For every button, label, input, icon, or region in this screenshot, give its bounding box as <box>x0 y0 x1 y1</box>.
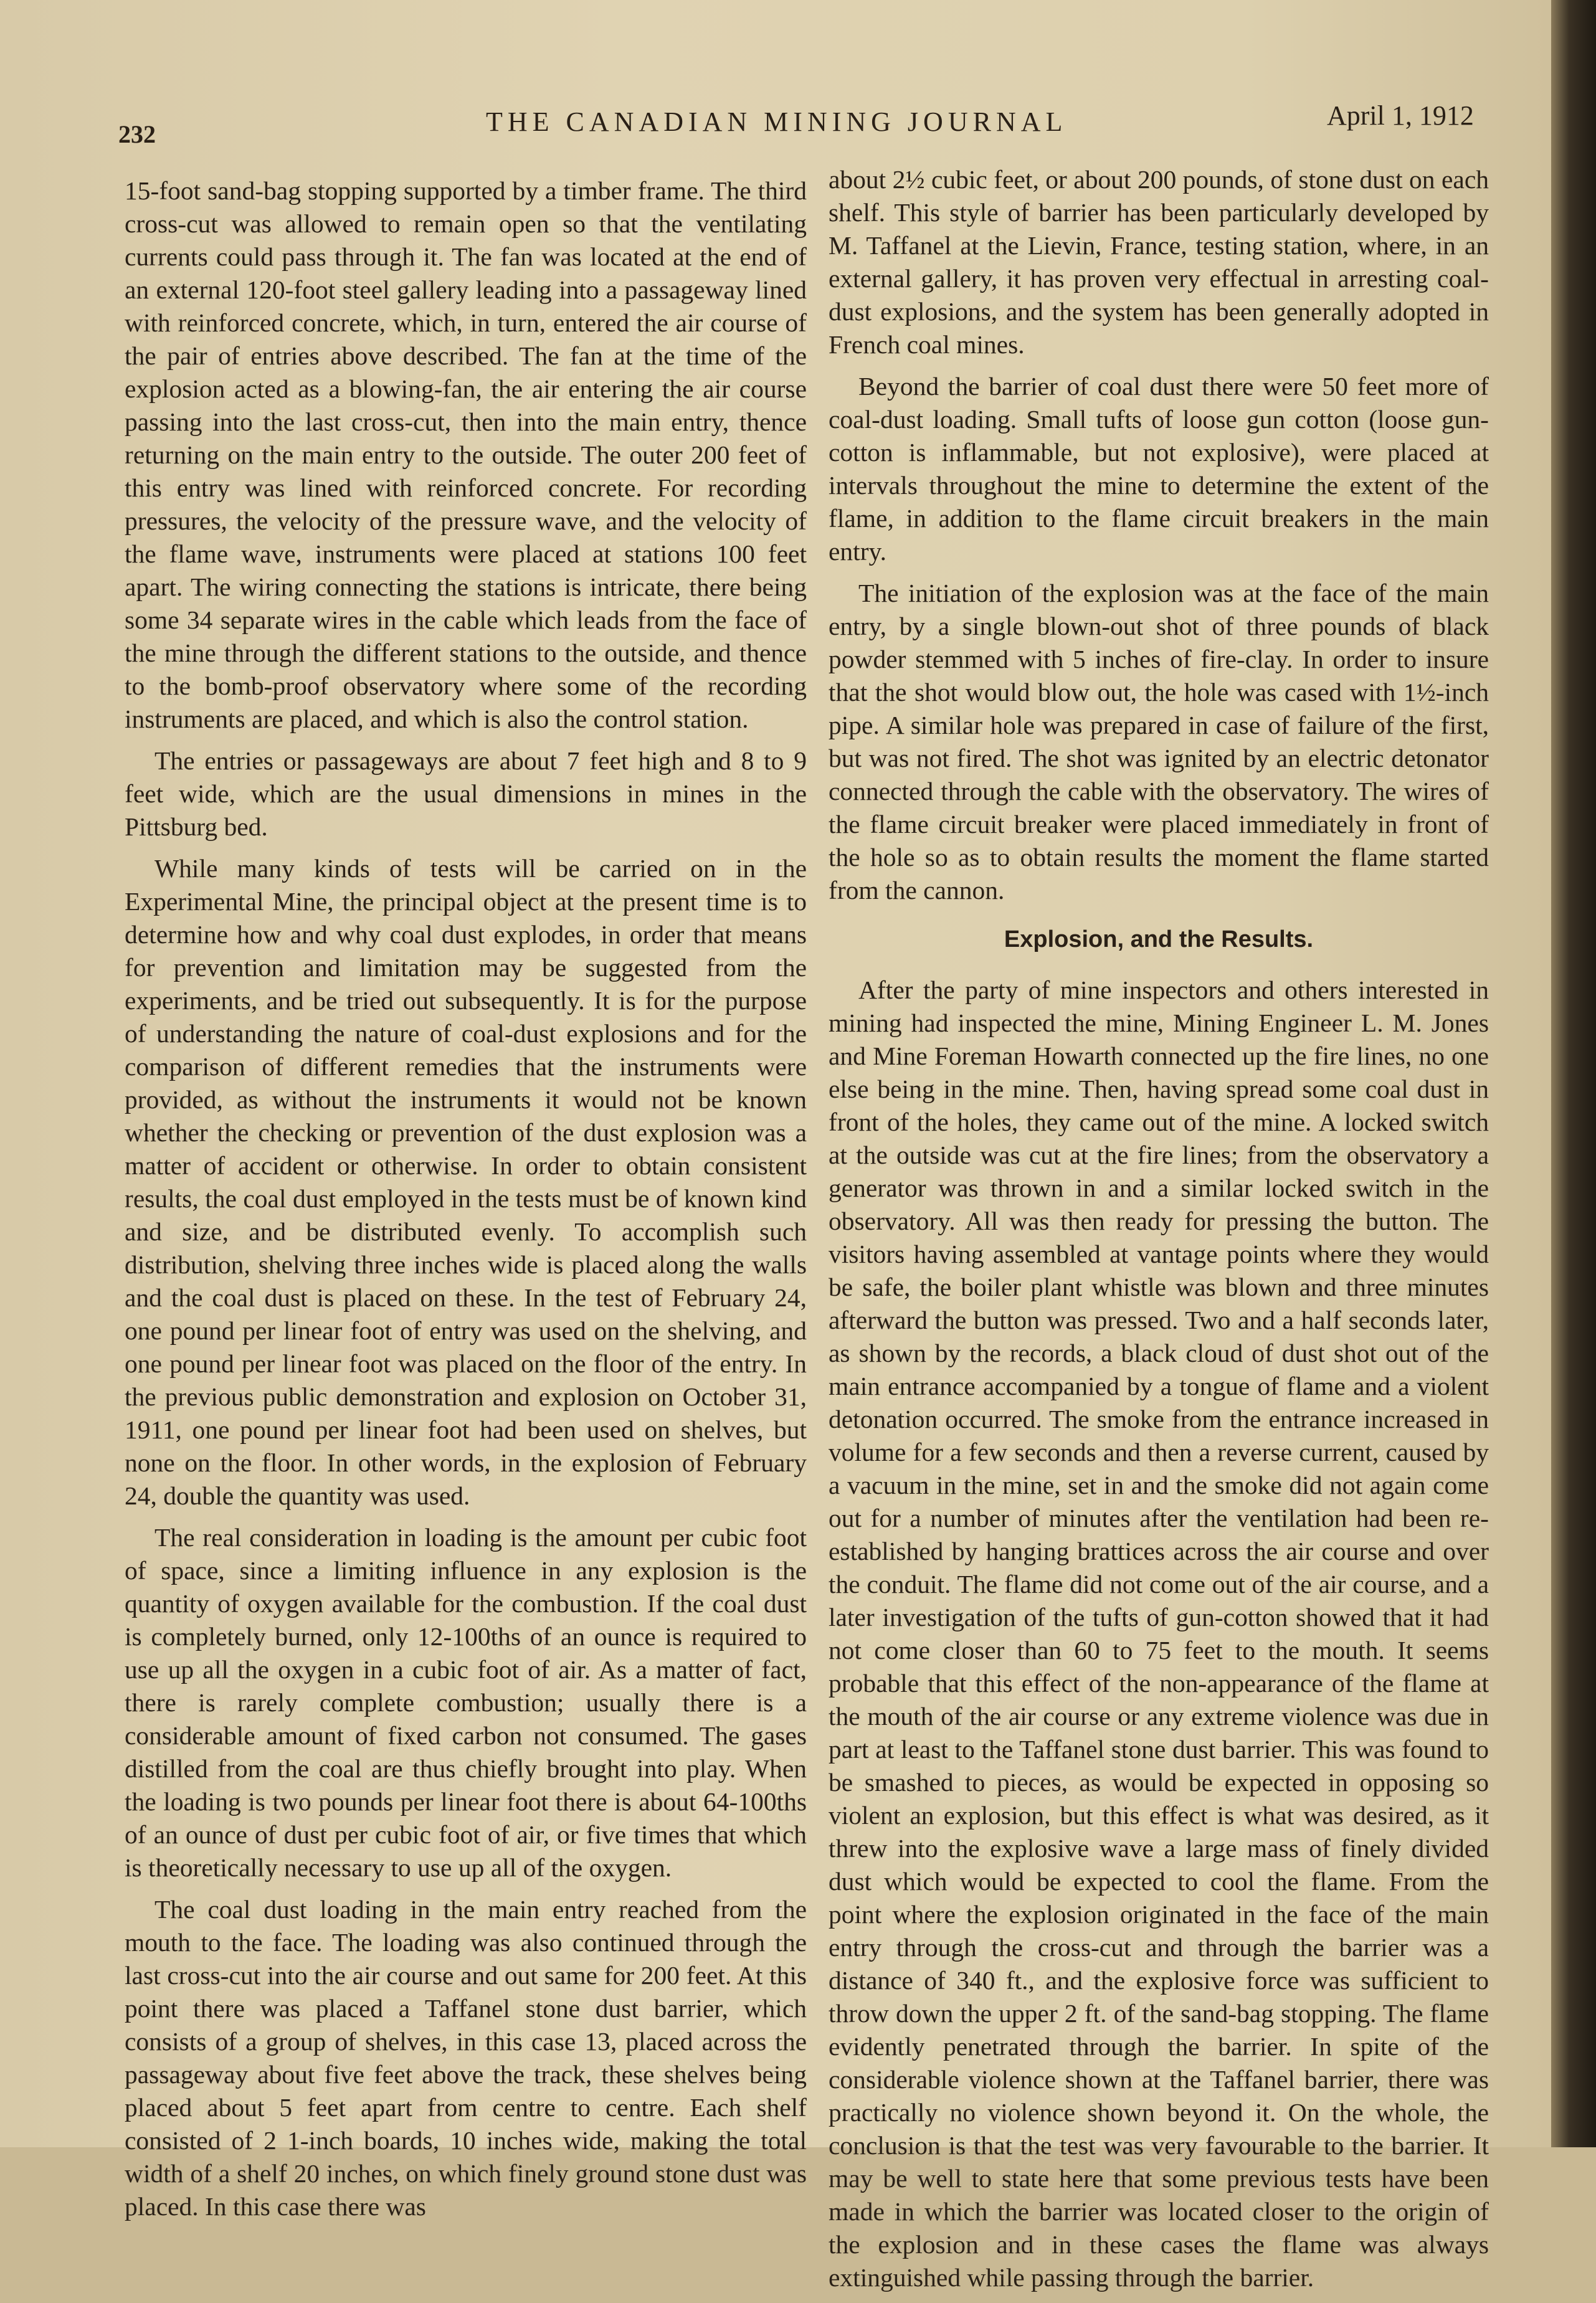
section-heading: Explosion, and the Results. <box>1004 926 1314 952</box>
paragraph: The real consideration in loading is the amount per cubic foot of space, since a limiting influence in any explosion is the quantity of oxygen available for the combustion. If the coal dust is completely burned, only 12-100ths of an ounce is required to use up all the oxygen in a cubic foot of air. As a matter of fact, there is rarely complete combustion; usually there is a considerable amount of fixed carbon not consumed. The gases distilled from the coal are thus chiefly brought into play. When the loading is two pounds per linear foot there is about 64-100ths of an ounce of dust per cubic foot of air, or five times that which is theoretically necessary to use up all of the oxygen. <box>125 1523 807 1882</box>
right-column <box>829 163 1489 2303</box>
paragraph: The initiation of the explosion was at the face of the main entry, by a single blown-out shot of three pounds of black powder stemmed with 5 inches of fire-clay. In order to insure that the shot would blow out, the hole was cased with 1½-inch pipe. A similar hole was prepared in case of failure of the first, but was not fired. The shot was ignited by an electric detonator connected through the cable with the observatory. The wires of the flame circuit breaker were placed immediately in front of the hole so as to obtain results the moment the flame started from the cannon. <box>829 579 1489 905</box>
paragraph: Beyond the barrier of coal dust there were 50 feet more of coal-dust loading. Small tufts of loose gun cotton (loose gun-cotton is inflammable, but not explosive), were placed at intervals throughout the mine to determine the extent of the flame, in addition to the flame circuit breakers in the main entry. <box>829 372 1489 566</box>
journal-title: THE CANADIAN MINING JOURNAL <box>486 107 1068 137</box>
paragraph: The coal dust loading in the main entry reached from the mouth to the face. The loading was also continued through the last cross-cut into the air course and out same for 200 feet. At this point there was placed a Taffanel stone dust barrier, which consists of a group of shelves, in this case 13, placed across the passageway about five feet above the track, these shelves being placed about 5 feet apart from centre to centre. Each shelf consisted of 2 1-inch boards, 10 inches wide, making the total width of a shelf 20 inches, on which finely ground stone dust was placed. In this case there was <box>125 1895 807 2221</box>
paragraph: 15-foot sand-bag stopping supported by a timber frame. The third cross-cut was allowed to remain open so that the ventilating currents could pass through it. The fan was located at the end of an external 120-foot steel gallery leading into a passageway lined with reinforced concrete, which, in turn, entered the air course of the pair of entries above described. The fan at the time of the explosion acted as a blowing-fan, the air entering the air course passing into the last cross-cut, then into the main entry, thence returning on the main entry to the outside. The outer 200 feet of this entry was lined with reinforced concrete. For recording pressures, the velocity of the pressure wave, and the velocity of the flame wave, instruments were placed at stations 100 feet apart. The wiring connecting the stations is intricate, there being some 34 separate wires in the cable which leads from the face of the mine through the different stations to the outside, and thence to the bomb-proof observatory where some of the recording instruments are placed, and which is also the control station. <box>125 176 807 733</box>
binding-gutter <box>1551 0 1596 2147</box>
page-header <box>118 100 1489 150</box>
paragraph: The entries or passageways are about 7 feet high and 8 to 9 feet wide, which are the usual dimensions in mines in the Pittsburg bed. <box>125 746 807 841</box>
paragraph: about 2½ cubic feet, or about 200 pounds, of stone dust on each shelf. This style of barrier has been particularly developed by M. Taffanel at the Lievin, France, testing station, where, in an external gallery, it has proven very effectual in arresting coal-dust explosions, and the system has been generally adopted in French coal mines. <box>829 165 1489 359</box>
issue-date: April 1, 1912 <box>1327 100 1474 131</box>
page-number: 232 <box>118 120 156 148</box>
paragraph: While many kinds of tests will be carried on in the Experimental Mine, the principal object at the present time is to determine how and why coal dust explodes, in order that means for prevention and limitation may be suggested from the experiments, and be tried out subsequently. It is for the purpose of understanding the nature of coal-dust explosions and for the comparison of different remedies that the instruments were provided, as without the instruments it would not be known whether the checking or prevention of the dust explosion was a matter of accident or otherwise. In order to obtain consistent results, the coal dust employed in the tests must be of known kind and size, and be distributed evenly. To accomplish such distribution, shelving three inches wide is placed along the walls and the coal dust is placed on these. In the test of February 24, one pound per linear foot of entry was used on the shelving, and one pound per linear foot was placed on the floor of the entry. In the previous public demonstration and explosion on October 31, 1911, one pound per linear foot had been used on shelves, but none on the floor. In other words, in the explosion of February 24, double the quantity was used. <box>125 854 807 1510</box>
left-column <box>125 174 807 2232</box>
paragraph: After the party of mine inspectors and others interested in mining had inspected the mine, Mining Engineer L. M. Jones and Mine Foreman Howarth connected up the fire lines, no one else being in the mine. Then, having spread some coal dust in front of the holes, they came out of the mine. A locked switch at the outside was cut at the fire lines; from the observatory a generator was thrown in and a similar locked switch in the observatory. All was then ready for pressing the button. The visitors having assembled at vantage points where they would be safe, the boiler plant whistle was blown and three minutes afterward the button was pressed. Two and a half seconds later, as shown by the records, a black cloud of dust shot out of the main entrance accompanied by a tongue of flame and a violent detonation occurred. The smoke from the entrance increased in volume for a few seconds and then a reverse current, caused by a vacuum in the mine, set in and the smoke did not again come out for a number of minutes after the ventilation had been re-established by hanging brattices across the air course and over the conduit. The flame did not come out of the air course, and a later investigation of the tufts of gun-cotton showed that it had not come closer than 60 to 75 feet to the mouth. It seems probable that this effect of the non-appearance of the flame at the mouth of the air course or any extreme violence was due in part at least to the Taffanel stone dust barrier. This was found to be smashed to pieces, as would be expected in opposing so violent an explosion, but this effect is what was desired, as it threw into the explosive wave a large mass of finely divided dust which would be expected to cool the flame. From the point where the explosion originated in the face of the main entry through the cross-cut and through the barrier was a distance of 340 ft., and the explosive force was sufficient to throw down the upper 2 ft. of the sand-bag stopping. The flame evidently penetrated through the barrier. In spite of the considerable violence shown at the Taffanel barrier, there was practically no violence shown beyond it. On the whole, the conclusion is that the test was very favourable to the barrier. It may be well to state here that some previous tests have been made in which the barrier was located closer to the origin of the explosion and in these cases the flame was always extinguished while passing through the barrier. <box>829 976 1489 2292</box>
